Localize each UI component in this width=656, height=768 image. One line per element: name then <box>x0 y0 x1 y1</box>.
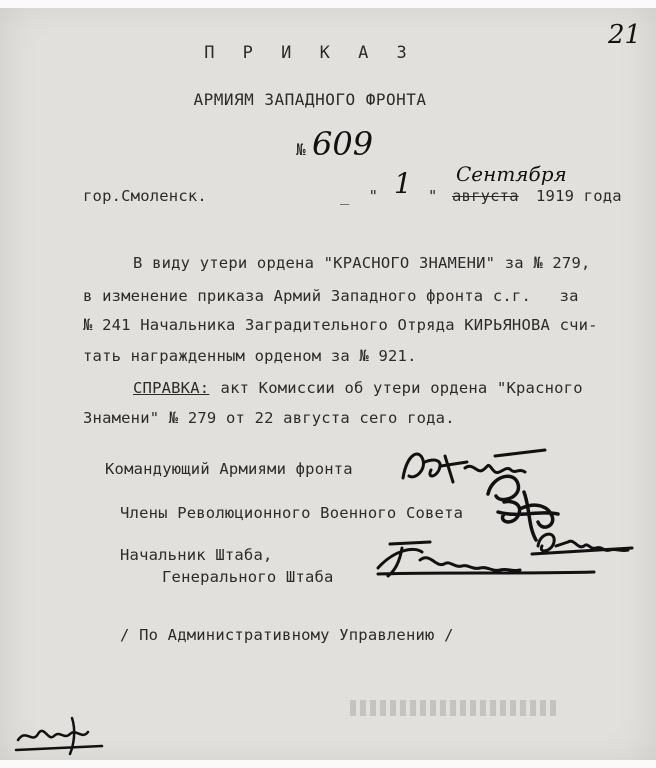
council-title: Члены Революционного Военного Совета <box>120 504 464 522</box>
body-line-4: тать награжденным орденом за № 921. <box>83 347 417 365</box>
date-quote: " <box>428 187 438 205</box>
day-handwritten: 1 <box>394 167 412 200</box>
general-staff-title: Генерального Штаба <box>162 568 334 586</box>
month-struck: августа <box>452 187 519 205</box>
document-title: П Р И К А З <box>204 43 416 63</box>
note-line-1: акт Комиссии об утери ордена "Красного <box>211 379 583 397</box>
chief-of-staff-signature-icon <box>370 538 600 583</box>
corner-page-number: 21 <box>608 20 642 50</box>
faded-stamp <box>350 700 560 716</box>
city-line: гор.Смоленск. <box>83 187 207 205</box>
admin-department-line: / По Административному Управлению / <box>120 626 454 644</box>
note-label: СПРАВКА: <box>133 379 210 397</box>
chief-of-staff-title: Начальник Штаба, <box>120 546 273 564</box>
commander-title: Командующий Армиями фронта <box>105 460 353 478</box>
scan-border-top <box>0 0 656 8</box>
note-line-2: Знамени" № 279 от 22 августа сего года. <box>83 409 455 427</box>
body-line-3: № 241 Начальника Заградительного Отряда КИРЬЯНОВА счи- <box>83 316 598 334</box>
year-text: 1919 года <box>536 187 622 205</box>
body-line-1: В виду утери ордена "КРАСНОГО ЗНАМЕНИ" за № 279, <box>133 254 591 272</box>
initials-signature-icon <box>12 710 112 760</box>
date-dash: _ " <box>340 187 379 205</box>
scan-border-bottom <box>0 760 656 768</box>
document-subtitle: АРМИЯМ ЗАПАДНОГО ФРОНТА <box>193 90 427 109</box>
body-line-2: в изменение приказа Армий Западного фронта с.г. за <box>83 287 579 305</box>
order-number-prefix: № <box>296 140 306 159</box>
order-number-handwritten: 609 <box>312 125 374 163</box>
month-handwritten: Сентября <box>456 162 567 186</box>
